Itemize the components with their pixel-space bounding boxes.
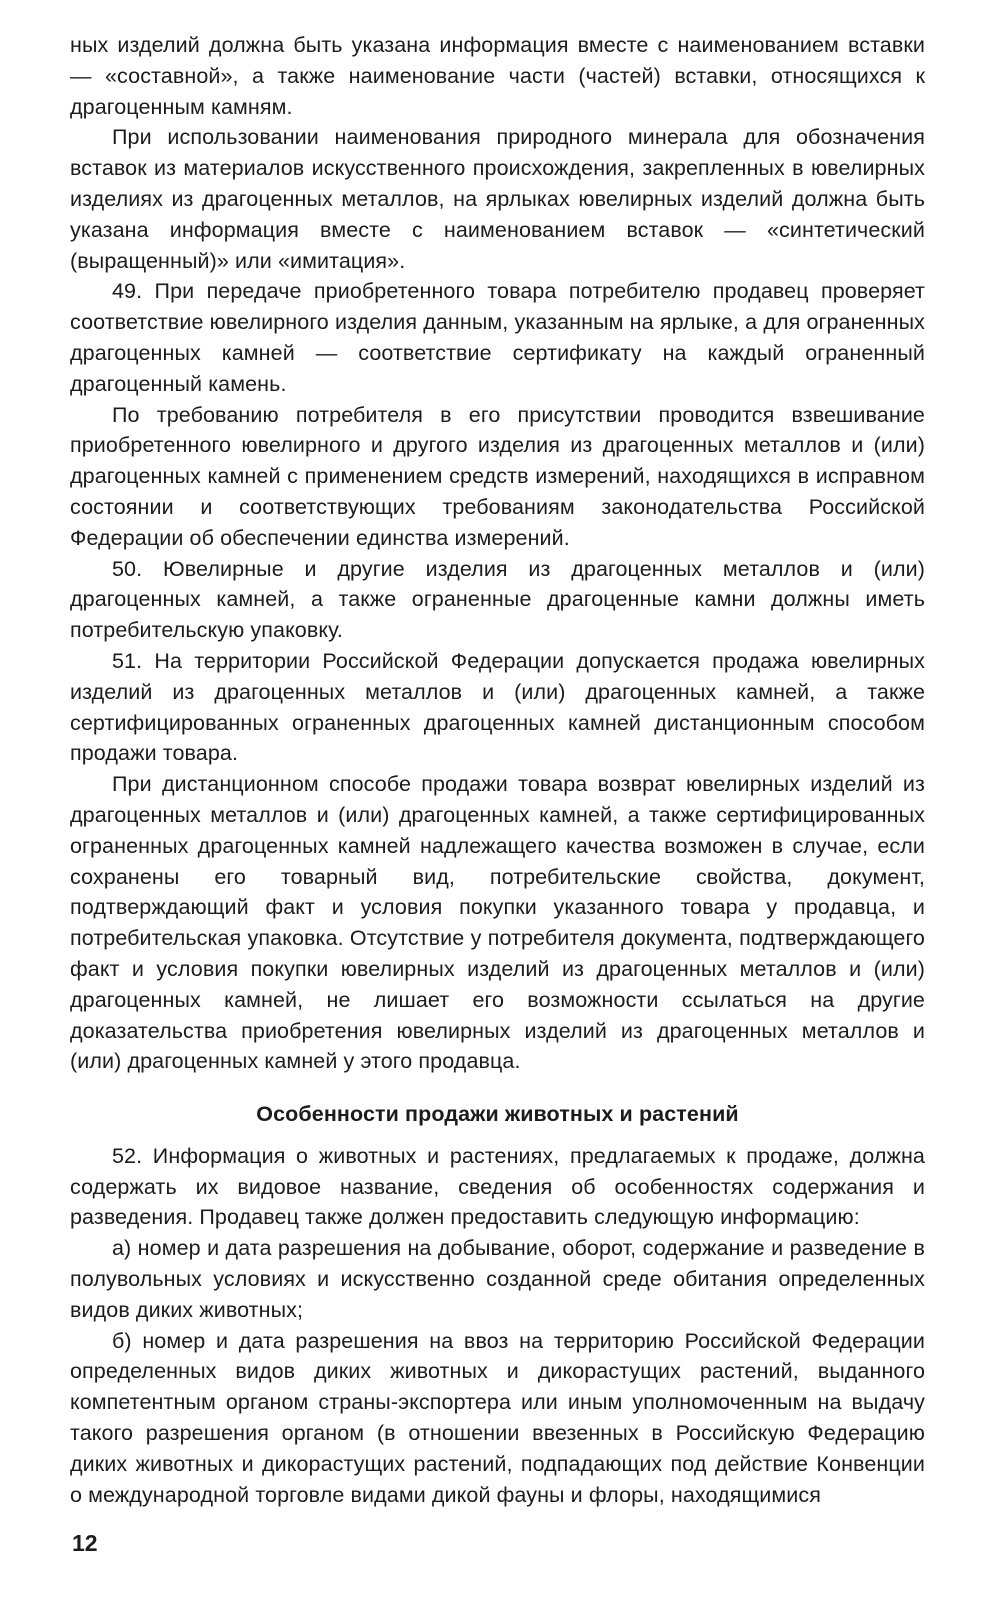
paragraph-item-51: 51. На территории Российской Федерации допускается продажа ювелирных изделий из драгоценных металлов и (или) драгоценных камней, а также сертифицированных ограненных драгоценных камней дистанционным способом продажи товара. [70, 648, 925, 766]
paragraph-item-49: 49. При передаче приобретенного товара потребителю продавец проверяет соответствие ювелирного изделия данным, указанным на ярлыке, а для ограненных драгоценных камней — соответствие сертификату на каждый ограненный драгоценный камень. [70, 279, 925, 396]
paragraph-item-50: 50. Ювелирные и другие изделия из драгоценных металлов и (или) драгоценных камней, а также ограненные драгоценные камни должны иметь потребительскую упаковку. [70, 556, 925, 643]
section-heading: Особенности продажи животных и растений [256, 1102, 739, 1127]
page-number: 12 [72, 1530, 98, 1556]
paragraph-weighing: По требованию потребителя в его присутствии проводится взвешивание приобретенного ювелирного и другого изделия из драгоценных металлов и (или) драгоценных камней с применением средств измерений, находящихся в исправном состоянии и соответствующих требованиям законодательства Российской Федерации об обеспечении единства измерений. [70, 402, 925, 550]
paragraph-synthetic-inserts: При использовании наименования природного минерала для обозначения вставок из материалов искусственного происхождения, закрепленных в ювелирных изделиях из драгоценных металлов, на ярлыках ювелирных изделий должна быть указана информация вместе с наименованием вставок — «синтетический (выращенный)» или «имитация». [70, 125, 925, 273]
paragraph-subitem-b: б) номер и дата разрешения на ввоз на территорию Российской Федерации определенных видов диких животных и дикорастущих растений, выданного компетентным органом страны-экспортера или иным уполномоченным на выдачу такого разрешения органом (в отношении ввезенных в Российскую Федерацию диких животных и дикорастущих растений, подпадающих под действие Конвенции о международной торговле видами дикой фауны и флоры, находящимися [70, 1328, 925, 1507]
paragraph-continuation: ных изделий должна быть указана информация вместе с наименованием вставки — «составной», а также наименование части (частей) вставки, относящихся к драгоценным камням. [70, 33, 925, 119]
document-page [70, 30, 925, 1585]
paragraph-item-52: 52. Информация о животных и растениях, предлагаемых к продаже, должна содержать их видовое название, сведения об особенностях содержания и разведения. Продавец также должен предоставить следующую информацию: [70, 1143, 925, 1230]
paragraph-subitem-a: а) номер и дата разрешения на добывание, оборот, содержание и разведение в полувольных условиях и искусственно созданной среде обитания определенных видов диких животных; [70, 1236, 925, 1322]
paragraph-remote-sale-return: При дистанционном способе продажи товара возврат ювелирных изделий из драгоценных металлов и (или) драгоценных камней, а также сертифицированных ограненных драгоценных камней надлежащего качества возможен в случае, если сохранены его товарный вид, потребительские свойства, документ, подтверждающий факт и условия покупки указанного товара у продавца, и потребительская упаковка. Отсутствие у потребителя документа, подтверждающего факт и условия покупки ювелирных изделий из драгоценных металлов и (или) драгоценных камней, не лишает его возможности ссылаться на другие доказательства приобретения ювелирных изделий из драгоценных металлов и (или) драгоценных камней у этого продавца. [70, 772, 925, 1074]
